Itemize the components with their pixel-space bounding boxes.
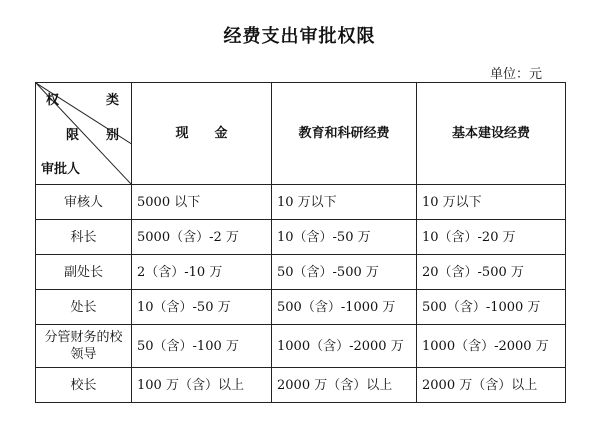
table-cell: 1000（含）-2000 万 <box>272 325 417 368</box>
row-role: 处长 <box>36 290 132 325</box>
table-cell: 50（含）-500 万 <box>272 255 417 290</box>
diag-label-bie: 别 <box>105 128 119 143</box>
row-role: 科长 <box>36 220 132 255</box>
table-cell: 20（含）-500 万 <box>417 255 566 290</box>
table-row <box>36 185 566 220</box>
table-cell: 10（含）-50 万 <box>272 220 417 255</box>
table-cell: 1000（含）-2000 万 <box>417 325 566 368</box>
table-row <box>36 290 566 325</box>
diag-label-xian: 限 <box>66 128 80 143</box>
table-cell: 2000 万（含）以上 <box>417 368 566 403</box>
table-row <box>36 255 566 290</box>
row-role: 校长 <box>36 368 132 403</box>
table-cell: 500（含）-1000 万 <box>417 290 566 325</box>
table-header-row <box>36 83 566 185</box>
table-cell: 5000（含）-2 万 <box>132 220 272 255</box>
approval-limits-table <box>35 82 566 403</box>
diag-label-approver: 审批人 <box>41 162 81 177</box>
column-header-education-research: 教育和科研经费 <box>272 83 417 185</box>
table-cell: 100 万（含）以上 <box>132 368 272 403</box>
table-cell: 50（含）-100 万 <box>132 325 272 368</box>
table-cell: 10（含）-50 万 <box>132 290 272 325</box>
diag-label-lei: 类 <box>105 93 119 108</box>
table-row <box>36 325 566 368</box>
table-cell: 10 万以下 <box>417 185 566 220</box>
table-row <box>36 368 566 403</box>
diagonal-header-cell <box>36 83 132 185</box>
table-cell: 2（含）-10 万 <box>132 255 272 290</box>
row-role: 审核人 <box>36 185 132 220</box>
table-cell: 10（含）-20 万 <box>417 220 566 255</box>
table-row <box>36 220 566 255</box>
page-title: 经费支出审批权限 <box>223 26 376 47</box>
unit-label: 单位：元 <box>489 67 542 82</box>
column-header-infrastructure: 基本建设经费 <box>417 83 566 185</box>
table-cell: 2000 万（含）以上 <box>272 368 417 403</box>
row-role: 分管财务的校领导 <box>36 325 132 368</box>
diag-label-quan: 权 <box>46 93 60 108</box>
table-cell: 10 万以下 <box>272 185 417 220</box>
table-cell: 500（含）-1000 万 <box>272 290 417 325</box>
column-header-cash: 现 金 <box>132 83 272 185</box>
table-cell: 5000 以下 <box>132 185 272 220</box>
row-role: 副处长 <box>36 255 132 290</box>
